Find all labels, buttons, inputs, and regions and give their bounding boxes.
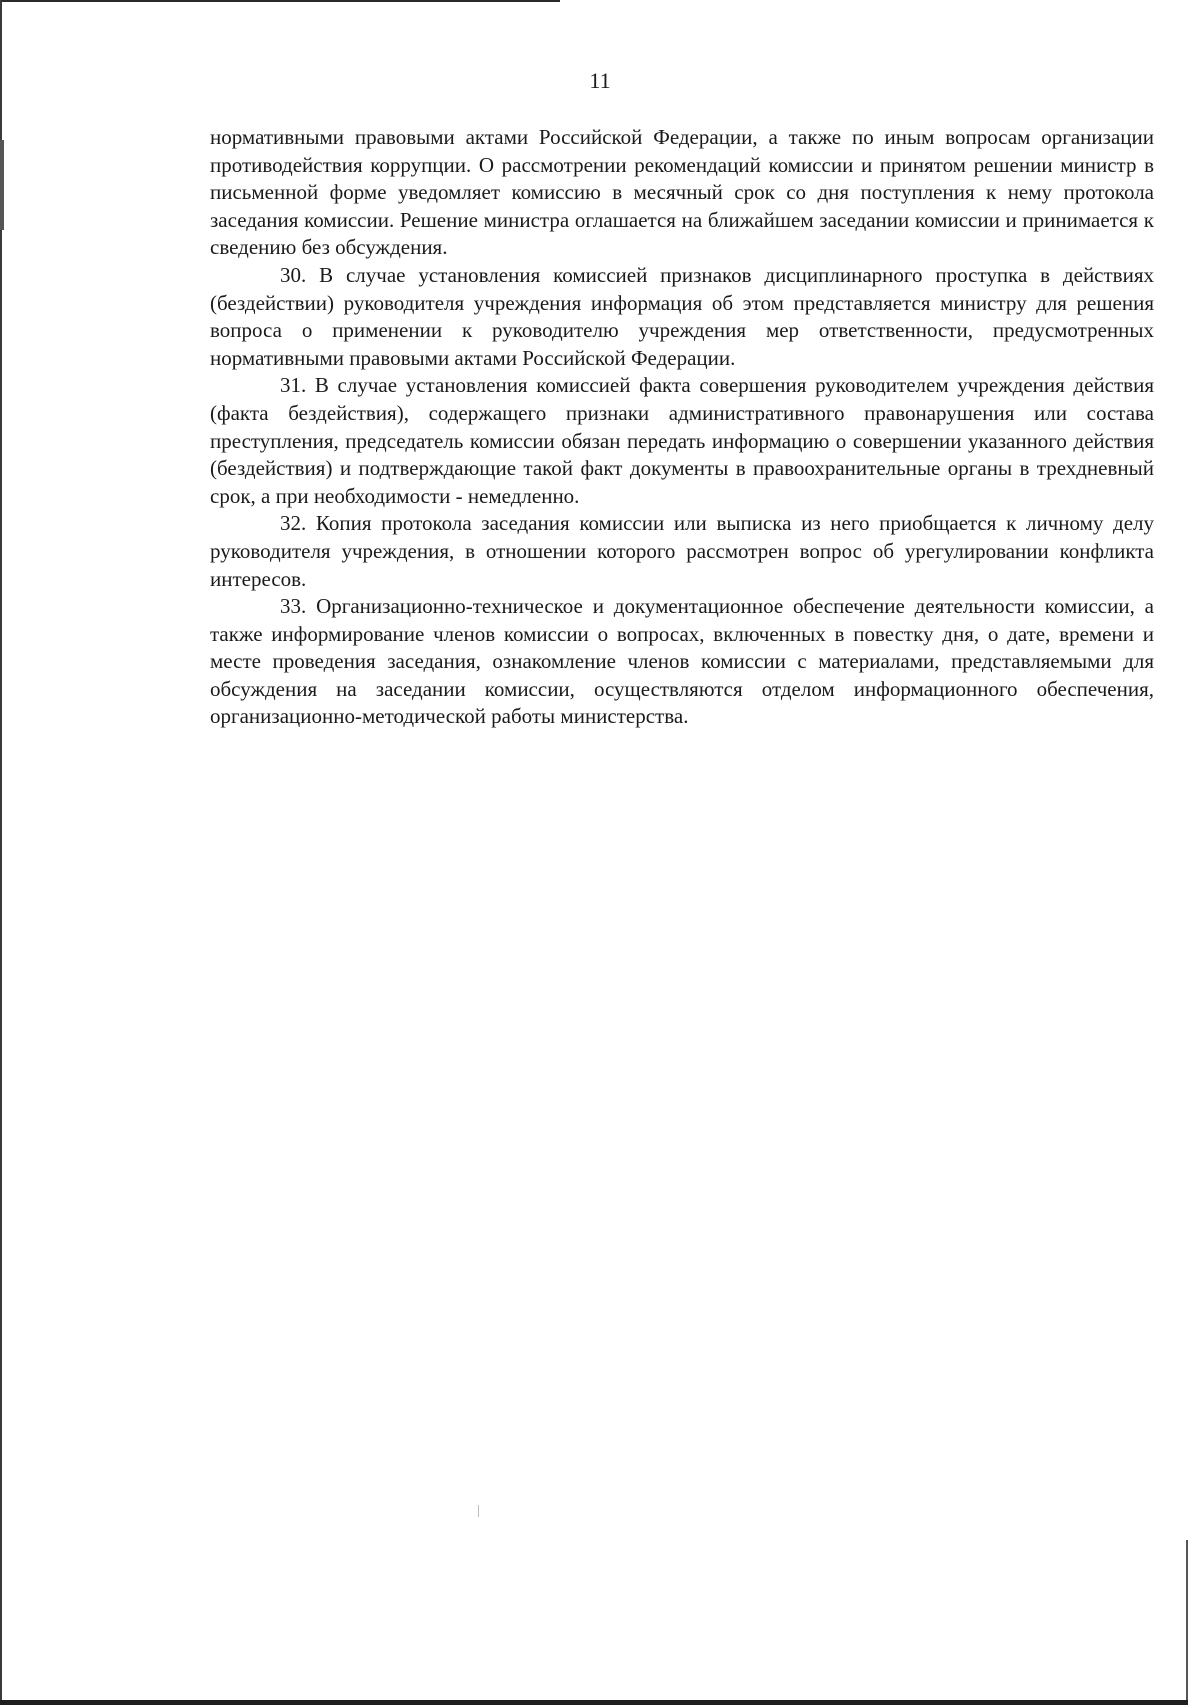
page-number: 11 bbox=[589, 68, 611, 93]
paragraph-30: 30. В случае установления комиссией признаков дисциплинарного проступка в действиях (бездействии) руководителя учреждения информация об этом представляется министру для решения вопроса о применении к руководителю учреждения мер ответственности, предусмотренных нормативными правовыми актами Российской Федерации. bbox=[210, 262, 1154, 370]
scan-edge-right bbox=[1186, 1540, 1188, 1705]
document-body bbox=[210, 124, 1154, 731]
scan-fold-mark bbox=[478, 1505, 479, 1517]
scan-edge-top bbox=[0, 0, 560, 2]
scan-edge-bottom bbox=[0, 1700, 1188, 1705]
paragraph-31: 31. В случае установления комиссией факта совершения руководителем учреждения действия (факта бездействия), содержащего признаки административного правонарушения или состава преступления, председатель комиссии обязан передать информацию о совершении указанного действия (бездействия) и подтверждающие такой факт документы в правоохранительные органы в трехдневный срок, а при необходимости - немедленно. bbox=[210, 373, 1154, 508]
scan-edge-left bbox=[0, 0, 2, 1705]
paragraph-32: 32. Копия протокола заседания комиссии или выписка из него приобщается к личному делу руководителя учреждения, в отношении которого рассмотрен вопрос об урегулировании конфликта интересов. bbox=[210, 511, 1154, 591]
paragraph-33: 33. Организационно-техническое и документационное обеспечение деятельности комиссии, а также информирование членов комиссии о вопросах, включенных в повестку дня, о дате, времени и месте проведения заседания, ознакомление членов комиссии с материалами, представляемыми для обсуждения на заседании комиссии, осуществляются отделом информационного обеспечения, организационно-методической работы министерства. bbox=[210, 594, 1154, 729]
scan-edge-mark bbox=[0, 140, 4, 230]
paragraph-continuation: нормативными правовыми актами Российской Федерации, а также по иным вопросам организации противодействия коррупции. О рассмотрении рекомендаций комиссии и принятом решении министр в письменной форме уведомляет комиссию в месячный срок со дня поступления к нему протокола заседания комиссии. Решение министра оглашается на ближайшем заседании комиссии и принимается к сведению без обсуждения. bbox=[210, 125, 1154, 260]
